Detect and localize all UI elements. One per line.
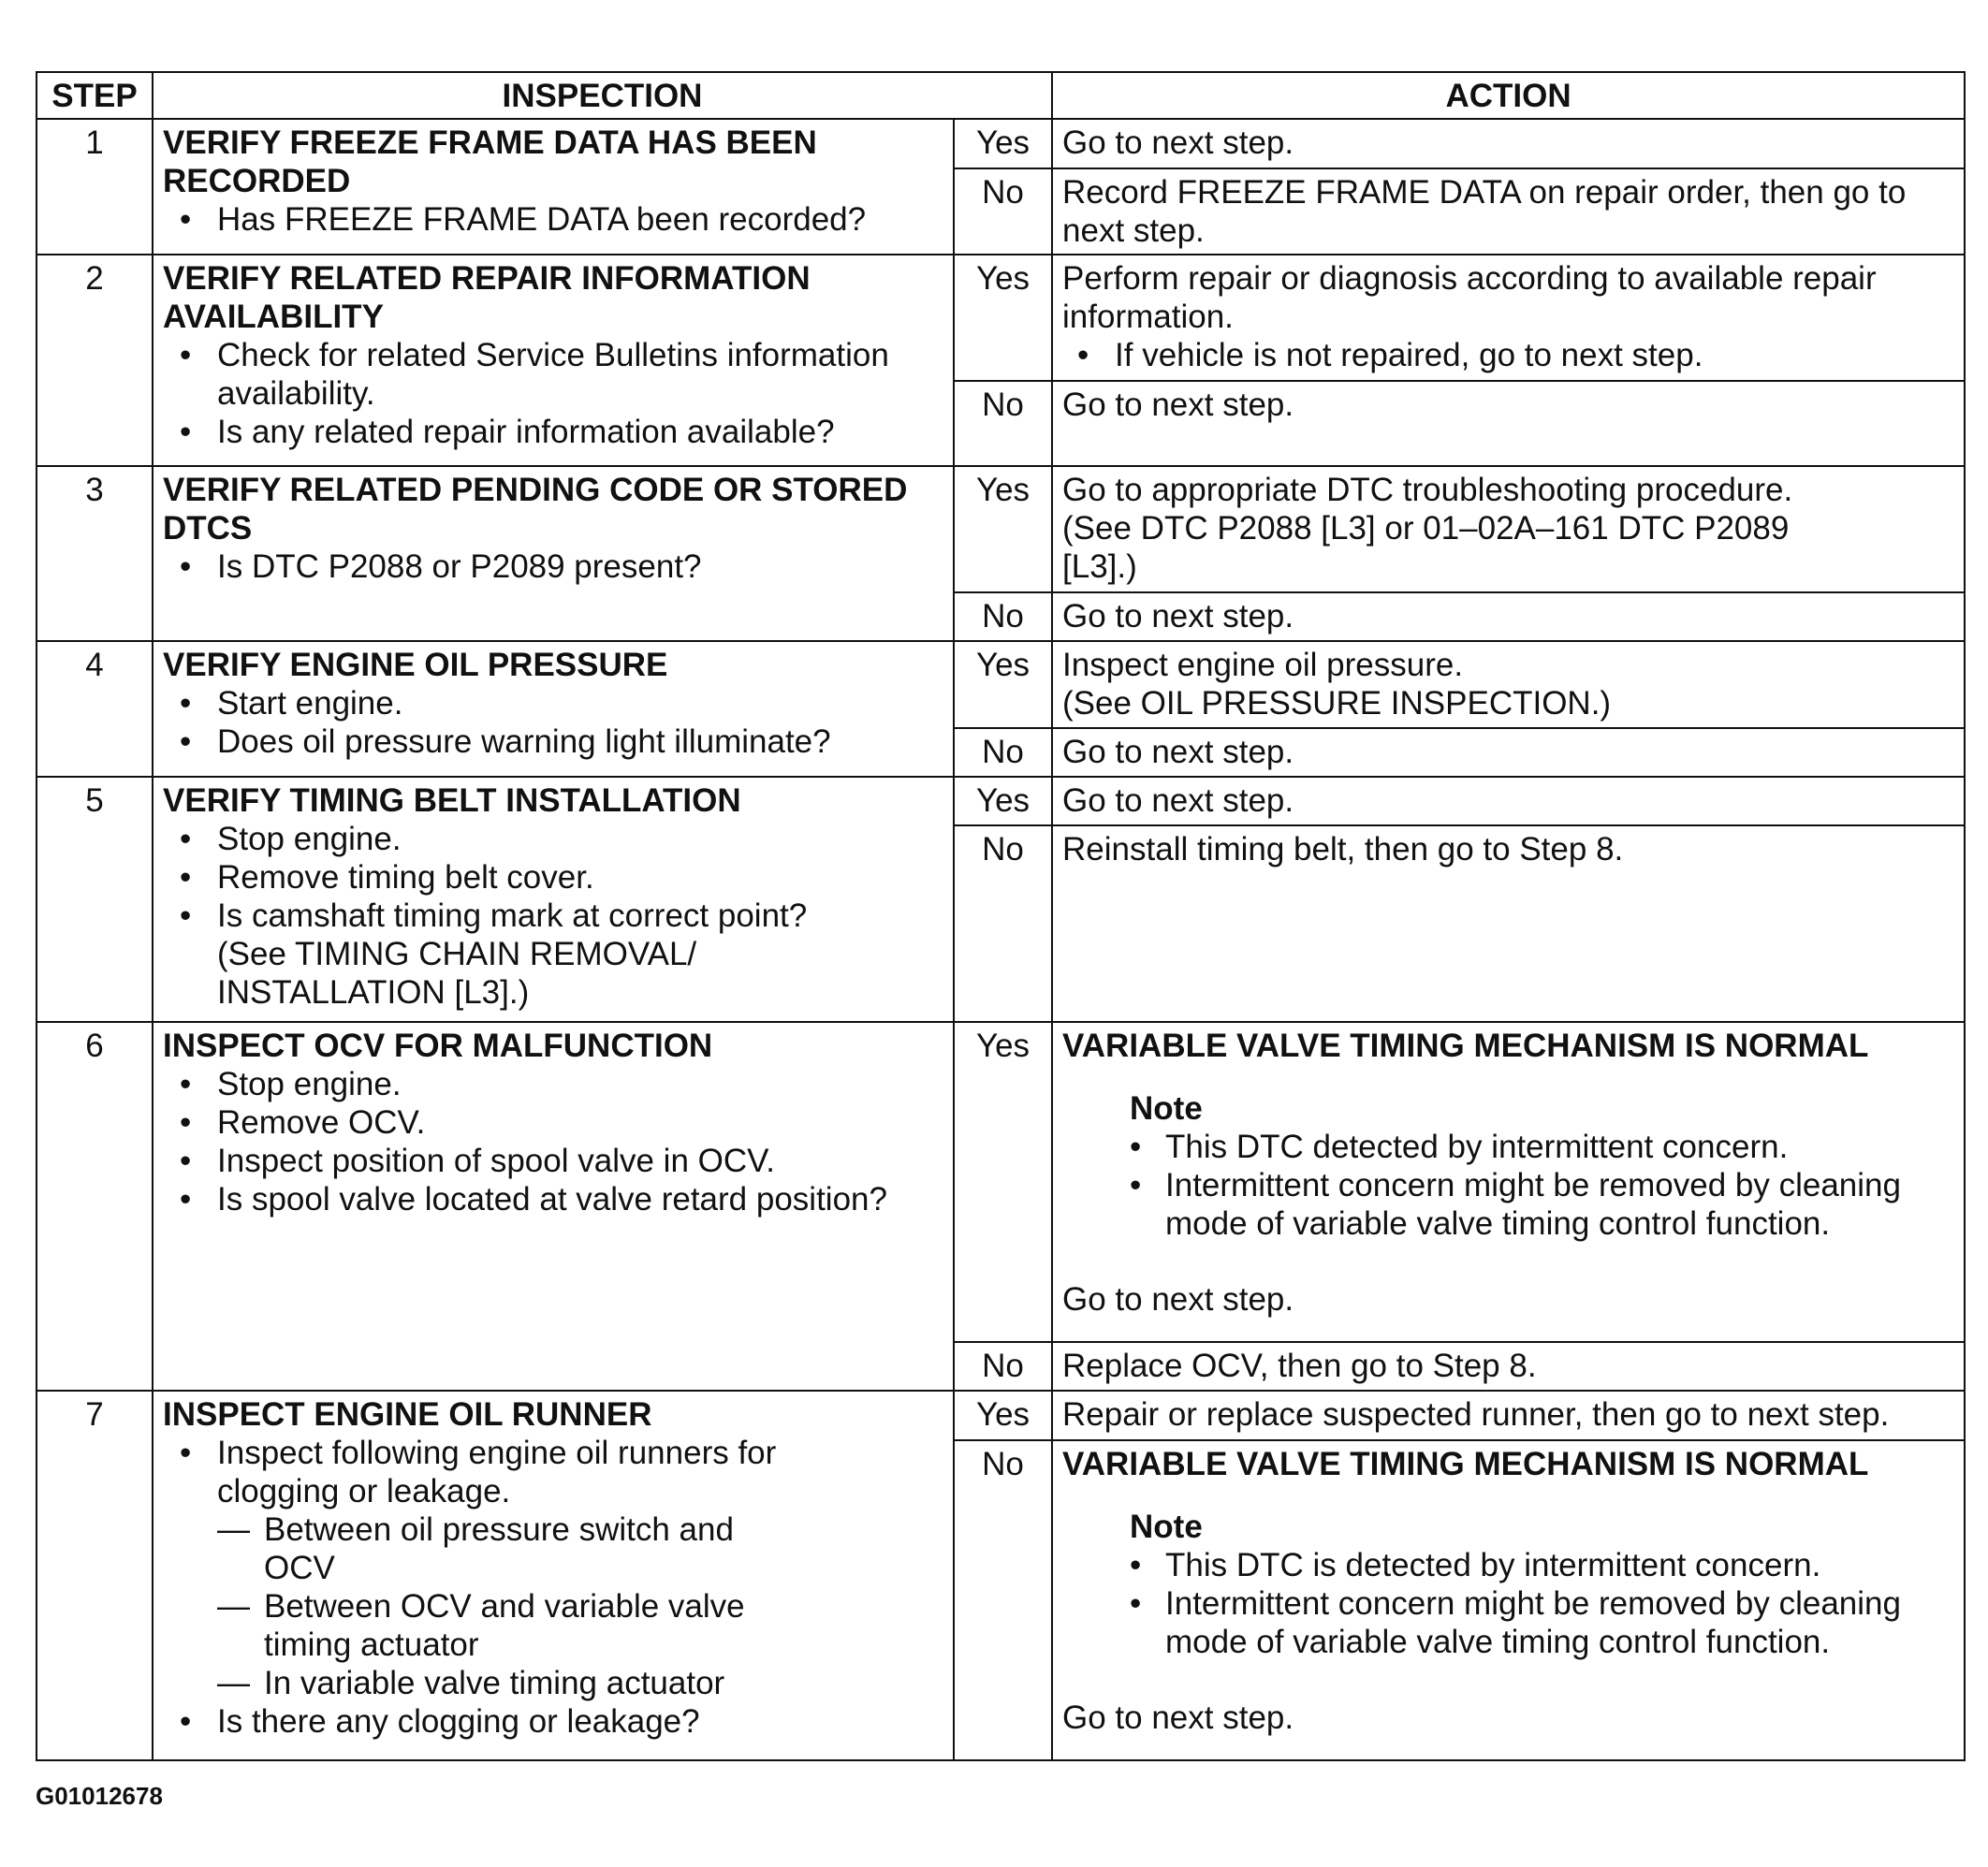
no-action: Go to next step. bbox=[1052, 592, 1965, 641]
no-action: Go to next step. bbox=[1052, 728, 1965, 777]
inspection-cell bbox=[153, 777, 954, 1022]
yes-action-cell bbox=[1052, 1022, 1965, 1342]
note-bullets bbox=[1130, 1128, 1954, 1243]
no-action: Record FREEZE FRAME DATA on repair order, then go to next step. bbox=[1052, 168, 1965, 255]
inspection-title: VERIFY RELATED PENDING CODE OR STORED DTCS bbox=[163, 471, 908, 547]
yes-action-cell bbox=[1052, 466, 1965, 592]
header-action: ACTION bbox=[1052, 72, 1965, 119]
yes-action-followup: Go to next step. bbox=[1062, 1280, 1294, 1318]
table-row bbox=[37, 1391, 1965, 1439]
header-inspection: INSPECTION bbox=[153, 72, 1052, 119]
list-item: • This DTC is detected by intermittent concern. bbox=[1165, 1546, 1954, 1584]
table-row bbox=[37, 255, 1965, 381]
no-action: Replace OCV, then go to Step 8. bbox=[1052, 1342, 1965, 1391]
note-title: Note bbox=[1130, 1508, 1203, 1545]
inspection-bullets bbox=[163, 547, 943, 586]
list-item: • Inspect position of spool valve in OCV. bbox=[217, 1142, 943, 1180]
note-title: Note bbox=[1130, 1089, 1203, 1127]
list-item bbox=[217, 1434, 943, 1702]
list-item: • If vehicle is not repaired, go to next step. bbox=[1115, 336, 1954, 374]
no-action: Reinstall timing belt, then go to Step 8. bbox=[1052, 825, 1965, 1021]
yes-action-cell bbox=[1052, 255, 1965, 381]
inspection-title: INSPECT OCV FOR MALFUNCTION bbox=[163, 1027, 713, 1064]
table-row bbox=[37, 777, 1965, 825]
figure-code: G01012678 bbox=[36, 1782, 163, 1810]
no-label: No bbox=[954, 168, 1052, 255]
step-number: 5 bbox=[37, 777, 153, 1022]
no-label: No bbox=[954, 381, 1052, 466]
no-label: No bbox=[954, 1342, 1052, 1391]
list-item: • Is there any clogging or leakage? bbox=[217, 1702, 943, 1741]
yes-action: Repair or replace suspected runner, then go to next step. bbox=[1052, 1391, 1965, 1439]
inspection-cell bbox=[153, 255, 954, 465]
no-action-cell bbox=[1052, 1440, 1965, 1760]
list-item: • Does oil pressure warning light illuminate? bbox=[217, 722, 943, 761]
yes-label: Yes bbox=[954, 255, 1052, 381]
yes-label: Yes bbox=[954, 777, 1052, 825]
step-number: 7 bbox=[37, 1391, 153, 1760]
diagnostic-procedure-table bbox=[36, 71, 1966, 1761]
list-item: • Remove OCV. bbox=[217, 1103, 943, 1142]
no-action-followup: Go to next step. bbox=[1062, 1699, 1294, 1736]
yes-action-cell bbox=[1052, 641, 1965, 728]
list-item: • Is DTC P2088 or P2089 present? bbox=[217, 547, 943, 586]
list-item: — In variable valve timing actuator bbox=[264, 1664, 794, 1702]
yes-action: Go to next step. bbox=[1052, 119, 1965, 168]
inspection-bullets bbox=[163, 820, 943, 1012]
list-item: • Has FREEZE FRAME DATA been recorded? bbox=[217, 200, 943, 239]
table-row bbox=[37, 641, 1965, 728]
list-item: • This DTC detected by intermittent concern. bbox=[1165, 1128, 1954, 1166]
step-number: 3 bbox=[37, 466, 153, 641]
no-label: No bbox=[954, 1440, 1052, 1760]
table-row bbox=[37, 1022, 1965, 1342]
inspection-cell bbox=[153, 1391, 954, 1760]
yes-action: Go to next step. bbox=[1052, 777, 1965, 825]
list-item: — Between OCV and variable valve timing actuator bbox=[264, 1587, 794, 1664]
inspection-bullets bbox=[163, 1434, 943, 1741]
list-item: — Between oil pressure switch and OCV bbox=[264, 1510, 794, 1587]
yes-action: Inspect engine oil pressure. bbox=[1062, 647, 1464, 683]
table-row bbox=[37, 466, 1965, 592]
inspection-bullets bbox=[163, 336, 943, 451]
header-step: STEP bbox=[37, 72, 153, 119]
yes-action-bullets bbox=[1062, 336, 1954, 374]
inspection-bullets bbox=[163, 200, 943, 239]
yes-action: Perform repair or diagnosis according to available repair information. bbox=[1062, 260, 1877, 336]
note-block bbox=[1062, 1508, 1954, 1661]
note-block bbox=[1062, 1089, 1954, 1243]
note-bullets bbox=[1130, 1546, 1954, 1661]
inspection-title: VERIFY RELATED REPAIR INFORMATION AVAILABILITY bbox=[163, 260, 811, 336]
yes-action: Go to appropriate DTC troubleshooting procedure. bbox=[1062, 471, 1793, 508]
inspection-title: INSPECT ENGINE OIL RUNNER bbox=[163, 1396, 652, 1434]
runner-list bbox=[217, 1510, 794, 1702]
yes-action-reference: (See OIL PRESSURE INSPECTION.) bbox=[1062, 685, 1612, 722]
step-number: 4 bbox=[37, 641, 153, 777]
header-row bbox=[37, 72, 1965, 119]
step-number: 2 bbox=[37, 255, 153, 465]
yes-label: Yes bbox=[954, 119, 1052, 168]
yes-label: Yes bbox=[954, 1022, 1052, 1342]
no-label: No bbox=[954, 728, 1052, 777]
inspection-title: VERIFY ENGINE OIL PRESSURE bbox=[163, 647, 668, 683]
yes-label: Yes bbox=[954, 641, 1052, 728]
no-label: No bbox=[954, 592, 1052, 641]
no-label: No bbox=[954, 825, 1052, 1021]
list-item: • Is spool valve located at valve retard position? bbox=[217, 1180, 943, 1218]
inspection-cell bbox=[153, 119, 954, 255]
list-item: • Intermittent concern might be removed by cleaning mode of variable valve timing control function. bbox=[1165, 1166, 1954, 1243]
list-item: • Check for related Service Bulletins information availability. bbox=[217, 336, 943, 413]
inspection-title: VERIFY TIMING BELT INSTALLATION bbox=[163, 781, 741, 819]
inspection-cell bbox=[153, 641, 954, 777]
no-action: VARIABLE VALVE TIMING MECHANISM IS NORMAL bbox=[1062, 1445, 1869, 1482]
yes-label: Yes bbox=[954, 1391, 1052, 1439]
yes-action-reference: (See DTC P2088 [L3] or 01–02A–161 DTC P2089 [L3].) bbox=[1062, 509, 1790, 585]
list-item: • Remove timing belt cover. bbox=[217, 858, 943, 897]
no-action: Go to next step. bbox=[1052, 381, 1965, 466]
list-item: • Start engine. bbox=[217, 684, 943, 722]
yes-action: VARIABLE VALVE TIMING MECHANISM IS NORMAL bbox=[1062, 1027, 1869, 1064]
inspection-title: VERIFY FREEZE FRAME DATA HAS BEEN RECORDED bbox=[163, 124, 817, 200]
inspection-cell bbox=[153, 1022, 954, 1392]
step-number: 1 bbox=[37, 119, 153, 255]
list-item: • Is camshaft timing mark at correct point? (See TIMING CHAIN REMOVAL/ INSTALLATION [L3].) bbox=[217, 897, 943, 1012]
table-row bbox=[37, 119, 1965, 168]
yes-label: Yes bbox=[954, 466, 1052, 592]
list-item: • Intermittent concern might be removed by cleaning mode of variable valve timing control function. bbox=[1165, 1584, 1954, 1661]
inspection-bullets bbox=[163, 1065, 943, 1218]
list-item: • Stop engine. bbox=[217, 820, 943, 858]
step-number: 6 bbox=[37, 1022, 153, 1392]
bullet-text: • Inspect following engine oil runners for clogging or leakage. bbox=[217, 1435, 777, 1510]
inspection-bullets bbox=[163, 684, 943, 761]
list-item: • Stop engine. bbox=[217, 1065, 943, 1103]
list-item: • Is any related repair information available? bbox=[217, 413, 943, 451]
inspection-cell bbox=[153, 466, 954, 641]
